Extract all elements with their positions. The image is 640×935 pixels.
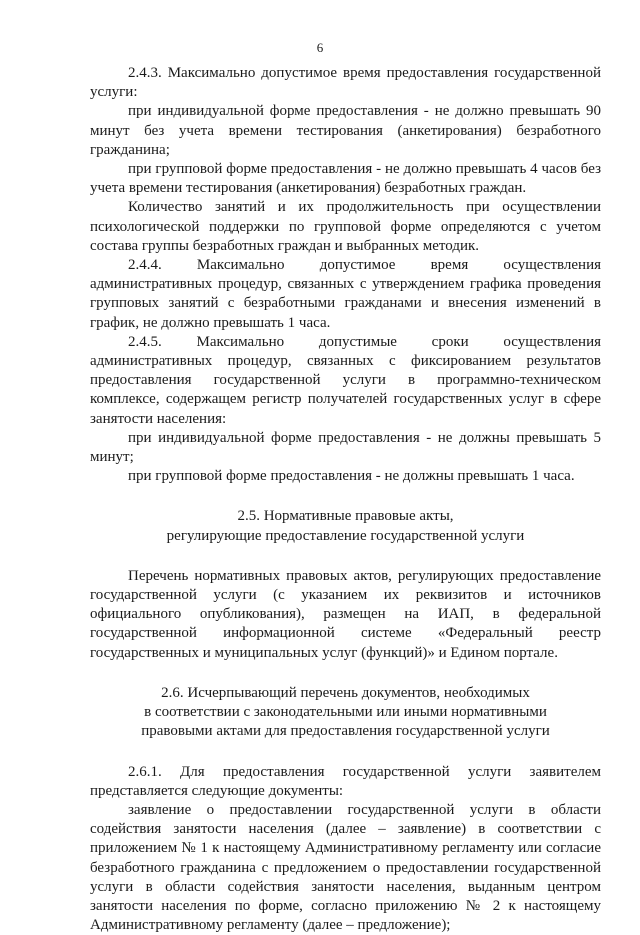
section-2-5-heading [90, 507, 601, 545]
page-number: 6 [316, 40, 324, 55]
paragraph-group-limit: при групповой форме предоставления - не должны превышать 1 часа. [128, 468, 575, 485]
paragraph-individual-limit: при индивидуальной форме предоставления - не должны превышать 5 минут; [90, 429, 601, 466]
section-2-5-body: Перечень нормативных правовых актов, регулирующих предоставление государственной услуги (с указанием их реквизитов и источников официального опубликования), размещен на ИАП, в федеральной государственной информационной системе «Федеральный реестр государственных и муниципальных услуг (функций)» и Едином портале. [90, 567, 601, 661]
section-2-6-heading [90, 684, 601, 742]
paragraph-sessions-count: Количество занятий и их продолжительность при осуществлении психологической поддержки по групповой форме определяются с учетом состава группы безработных граждан и выбранных методик. [90, 199, 601, 254]
paragraph-2-4-4: 2.4.4. Максимально допустимое время осуществления административных процедур, связанных с утверждением графика проведения групповых занятий с безработными гражданами и внесения изменений в график, не должно превышать 1 часа. [90, 257, 601, 331]
paragraph-2-4-3: 2.4.3. Максимально допустимое время предоставления государственной услуги: [90, 65, 601, 101]
paragraph-application: заявление о предоставлении государственной услуги в области содействия занятости населения (далее – заявление) в соответствии с приложением № 1 к настоящему Административному регламенту или согласие безработного гражданина с предложением о предоставлении государственной услуги в области содействия занятости населения, выданным центром занятости населения по форме, согласно приложению № 2 к настоящему Административному регламенту (далее – предложение); [90, 801, 601, 934]
paragraph-individual-time: при индивидуальной форме предоставления - не должно превышать 90 минут без учета времени тестирования (анкетирования) безработного гражданина; [90, 103, 601, 158]
paragraph-group-time: при групповой форме предоставления - не должно превышать 4 часов без учета времени тестирования (анкетирования) безработных граждан. [90, 161, 601, 197]
section-2-6-heading-line: в соответствии с законодательными или иными нормативными [144, 704, 547, 721]
section-2-5-heading-line: 2.5. Нормативные правовые акты, [237, 508, 454, 525]
section-2-6-heading-line: правовыми актами для предоставления государственной услуги [141, 723, 550, 740]
paragraph-2-4-5: 2.4.5. Максимально допустимые сроки осуществления административных процедур, связанных с фиксированием результатов предоставления государственной услуги в программно-техническом комплексе, содержащем регистр получателей государственных услуг в сфере занятости населения: [90, 333, 601, 427]
document-body [90, 64, 601, 935]
section-2-6-heading-line: 2.6. Исчерпывающий перечень документов, необходимых [161, 684, 530, 701]
paragraph-2-6-1: 2.6.1. Для предоставления государственной услуги заявителем представляется следующие документы: [90, 763, 601, 799]
section-2-5-heading-line: регулирующие предоставление государственной услуги [166, 527, 525, 544]
